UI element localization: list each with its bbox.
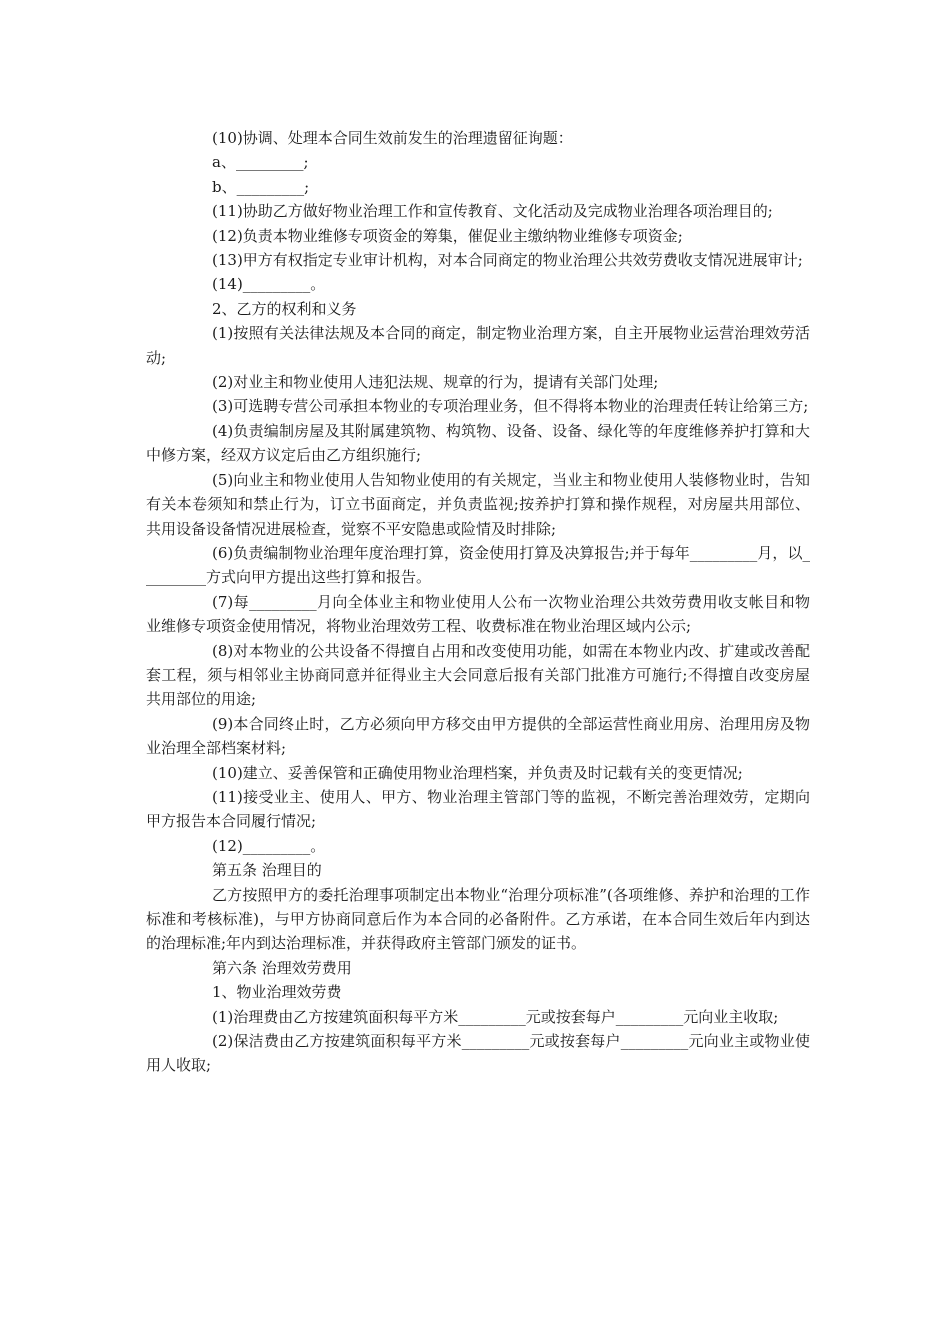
party-b-clause-12: (12)_________。 bbox=[212, 836, 326, 855]
section-heading-party-b: 2、乙方的权利和义务 bbox=[212, 299, 357, 318]
party-b-clause-4: (4)负责编制房屋及其附属建筑物、构筑物、设备、设备、绿化等的年度维修养护打算和大中修方案，经双方议定后由乙方组织施行; bbox=[146, 421, 810, 465]
clause-14-blank: (14)_________。 bbox=[212, 275, 326, 294]
clause-13-audit: (13)甲方有权指定专业审计机构，对本合同商定的物业治理公共效劳费收支情况进展审计; bbox=[212, 251, 803, 270]
clause-12-fund: (12)负责本物业维修专项资金的筹集，催促业主缴纳物业维修专项资金; bbox=[212, 226, 683, 245]
party-b-clause-5: (5)向业主和物业使用人告知物业使用的有关规定，当业主和物业使用人装修物业时，告知有关本卷须知和禁止行为，订立书面商定，并负责监视;按养护打算和操作规程，对房屋共用部位、共用设备设备情况进展检查，觉察不平安隐患或险情及时排除; bbox=[146, 470, 810, 538]
party-b-clause-8: (8)对本物业的公共设备不得擅自占用和改变使用功能，如需在本物业内改、扩建或改善配套工程，须与相邻业主协商同意并征得业主大会同意后报有关部门批准方可施行;不得擅自改变房屋共用部位的用途; bbox=[146, 641, 810, 709]
party-b-clause-11: (11)接受业主、使用人、甲方、物业治理主管部门等的监视，不断完善治理效劳，定期向甲方报告本合同履行情况; bbox=[146, 787, 810, 831]
article-6-subheading: 1、物业治理效劳费 bbox=[212, 983, 342, 1002]
party-b-clause-6: (6)负责编制物业治理年度治理打算，资金使用打算及决算报告;并于每年_________月，以_________方式向甲方提出这些打算和报告。 bbox=[146, 543, 810, 587]
party-b-clause-2: (2)对业主和物业使用人违犯法规、规章的行为，提请有关部门处理; bbox=[212, 373, 659, 392]
clause-10-item-b: b、_________; bbox=[212, 177, 310, 196]
article-6-clause-2: (2)保洁费由乙方按建筑面积每平方米_________元或按套每户_________元向业主或物业使用人收取; bbox=[146, 1032, 810, 1075]
article-6-clause-1: (1)治理费由乙方按建筑面积每平方米_________元或按套每户_________元向业主收取; bbox=[212, 1007, 779, 1026]
article-5-heading: 第五条 治理目的 bbox=[212, 861, 322, 880]
clause-10-item-a: a、_________; bbox=[212, 153, 309, 172]
party-b-clause-9: (9)本合同终止时，乙方必须向甲方移交由甲方提供的全部运营性商业用房、治理用房及物业治理全部档案材料; bbox=[146, 714, 810, 758]
clause-10-coordinate: (10)协调、处理本合同生效前发生的治理遗留征询题： bbox=[212, 129, 573, 147]
article-6-heading: 第六条 治理效劳费用 bbox=[212, 958, 352, 977]
article-5-body: 乙方按照甲方的委托治理事项制定出本物业“治理分项标准”(各项维修、养护和治理的工作标准和考核标准)，与甲方协商同意后作为本合同的必备附件。乙方承诺，在本合同生效后年内到达的治理标准;年内到达治理标准，并获得政府主管部门颁发的证书。 bbox=[146, 885, 810, 953]
party-b-clause-1: (1)按照有关法律法规及本合同的商定，制定物业治理方案，自主开展物业运营治理效劳活动; bbox=[146, 324, 810, 367]
party-b-clause-3: (3)可选聘专营公司承担本物业的专项治理业务，但不得将本物业的治理责任转让给第三方; bbox=[212, 397, 809, 416]
document-body bbox=[146, 126, 810, 1078]
party-b-clause-7: (7)每_________月向全体业主和物业使用人公布一次物业治理公共效劳费用收支帐目和物业维修专项资金使用情况，将物业治理效劳工程、收费标准在物业治理区域内公示; bbox=[146, 592, 810, 636]
party-b-clause-10: (10)建立、妥善保管和正确使用物业治理档案，并负责及时记载有关的变更情况; bbox=[212, 763, 743, 782]
clause-11-assist: (11)协助乙方做好物业治理工作和宣传教育、文化活动及完成物业治理各项治理目的; bbox=[212, 202, 773, 221]
